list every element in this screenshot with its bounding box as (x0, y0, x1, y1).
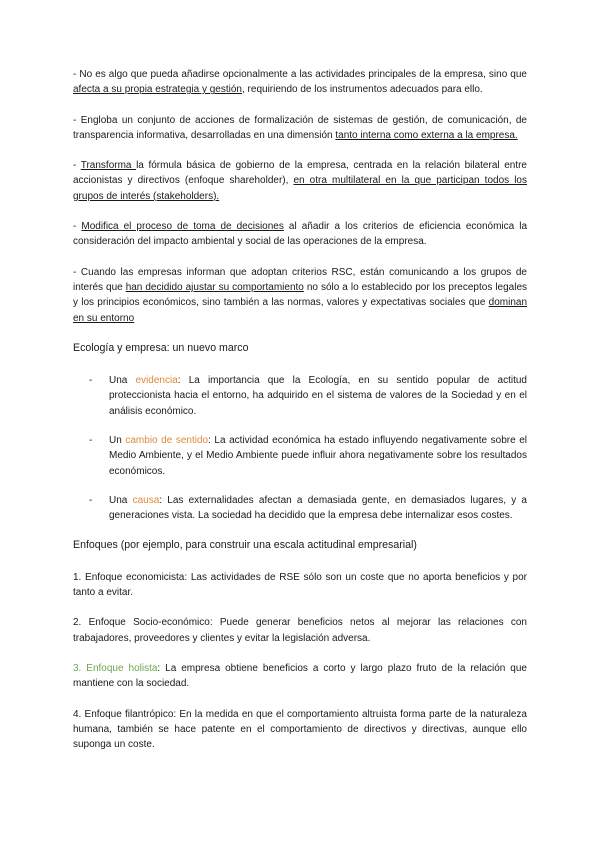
section-heading-enfoques: Enfoques (por ejemplo, para construir una escala actitudinal empresarial) (73, 538, 417, 551)
paragraph-transform: - Transforma la fórmula básica de gobierno de la empresa, centrada en la relación bilateral entre accionistas y directivos (enfoque shareholder), en otra multilateral en la que participan todos los grupos de interés (stakeholders). (73, 160, 527, 202)
underlined-text: han decidido ajustar su comportamiento (125, 281, 304, 293)
highlight-term: 3. Enfoque holista (73, 663, 158, 675)
enfoque-socioeconomico: 2. Enfoque Socio-económico: Puede generar beneficios netos al mejorar las relaciones con trabajadores, proveedores y clientes y evitar la legislación adversa. (73, 617, 527, 644)
enfoque-holista: 3. Enfoque holista: La empresa obtiene beneficios a corto y largo plazo fruto de la relación que mantiene con la sociedad. (73, 663, 527, 690)
highlight-term: causa (132, 494, 160, 506)
underlined-text: Modifica el proceso de toma de decisiones (81, 221, 284, 233)
underlined-text: afecta a su propia estrategia y gestión (73, 84, 242, 96)
bullet-dash: - (89, 494, 93, 506)
enfoque-filantropico: 4. Enfoque filantrópico: En la medida en que el comportamiento altruista forma parte de la naturaleza humana, también se hace patente en el comportamiento de directivos y directivas, aunque ello suponga un coste. (73, 708, 527, 751)
underlined-text: tanto interna como externa a la empresa. (335, 129, 518, 141)
bullet-dash: - (89, 435, 93, 447)
list-item: - Una causa: Las externalidades afectan a demasiada gente, en demasiados lugares, y a generaciones vista. La sociedad ha decidido que la empresa debe internalizar esos costes. (89, 494, 527, 522)
section-heading-ecologia: Ecología y empresa: un nuevo marco (73, 341, 249, 354)
underlined-text: dominan en su entorno (73, 297, 527, 324)
paragraph-actions: - Engloba un conjunto de acciones de formalización de sistemas de gestión, de comunicación, de transparencia informativa, desarrolladas en una dimensión tanto interna como externa a la empresa. (73, 114, 527, 141)
bullet-list (73, 373, 527, 523)
paragraph-decisions: - Modifica el proceso de toma de decisiones al añadir a los criterios de eficiencia económica la consideración del impacto ambiental y social de las operaciones de la empresa. (73, 221, 527, 248)
paragraph-rsc: - Cuando las empresas informan que adoptan criterios RSC, están comunicando a los grupos de interés que han decidido ajustar su comportamiento no sólo a lo establecido por los preceptos legales y los principios económicos, sino también a las normas, valores y expectativas sociales que dominan en su entorno (73, 266, 528, 324)
paragraph-strategy: - No es algo que pueda añadirse opcionalmente a las actividades principales de la empresa, sino que afecta a su propia estrategia y gestión, requiriendo de los instrumentos adecuados para ello. (73, 69, 527, 96)
underlined-text: en otra multilateral en la que participan todos los grupos de interés (stakeholders). (73, 175, 527, 202)
underlined-text: Transforma (80, 160, 137, 172)
list-item: - Una evidencia: La importancia que la Ecología, en su sentido popular de actitud proteccionista hacia el entorno, ha adquirido en el sistema de valores de la Sociedad y en el análisis económico. (89, 375, 527, 417)
enfoque-economicista: 1. Enfoque economicista: Las actividades de RSE sólo son un coste que no aporta beneficios y por tanto a evitar. (73, 571, 527, 599)
highlight-term: cambio de sentido (125, 435, 209, 447)
highlight-term: evidencia (135, 375, 178, 387)
list-item: - Un cambio de sentido: La actividad económica ha estado influyendo negativamente sobre el Medio Ambiente, y el Medio Ambiente puede influir ahora negativamente sobre los resultados económicos. (89, 435, 528, 477)
bullet-dash: - (89, 375, 93, 387)
